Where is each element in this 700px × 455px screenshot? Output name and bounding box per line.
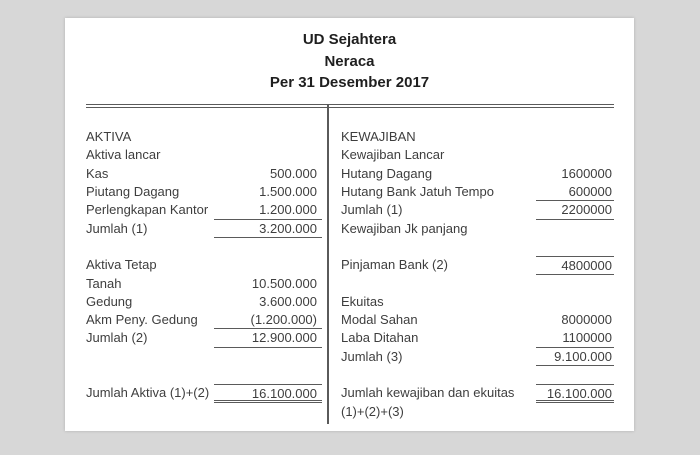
row-label: Aktiva Tetap xyxy=(86,257,157,273)
row-value xyxy=(214,256,322,274)
row-value xyxy=(214,403,322,421)
row-value xyxy=(536,128,614,146)
row-value: 9.100.000 xyxy=(536,348,614,366)
row-label: Jumlah (2) xyxy=(86,330,148,346)
row-label: KEWAJIBAN xyxy=(341,129,416,144)
row-value: 1100000 xyxy=(536,329,614,347)
statement-row xyxy=(341,403,614,421)
report-header xyxy=(65,29,634,94)
statement-row xyxy=(341,220,614,238)
row-value: (1.200.000) xyxy=(214,311,322,329)
kewajiban-column xyxy=(341,128,614,421)
row-label: Perlengkapan Kantor xyxy=(86,202,209,218)
row-label: Aktiva lancar xyxy=(86,147,161,163)
balance-sheet-page xyxy=(65,18,634,431)
row-value xyxy=(536,366,614,384)
row-value xyxy=(214,366,322,384)
statement-row xyxy=(341,183,614,201)
row-value: 2200000 xyxy=(536,201,614,219)
statement-row xyxy=(86,256,322,274)
report-period: Per 31 Desember 2017 xyxy=(269,74,430,91)
row-label: Jumlah kewajiban dan ekuitas xyxy=(341,385,515,401)
row-label xyxy=(86,366,214,384)
row-value xyxy=(536,275,614,293)
row-label xyxy=(341,238,536,256)
row-label: Hutang Dagang xyxy=(341,165,433,181)
row-value xyxy=(214,128,322,146)
row-value: 1600000 xyxy=(561,165,612,181)
row-label: Laba Ditahan xyxy=(341,330,419,346)
row-label xyxy=(341,366,536,384)
row-label: Kewajiban Lancar xyxy=(341,147,445,163)
row-value: 16.100.000 xyxy=(536,384,614,402)
row-value: 1.200.000 xyxy=(214,201,322,219)
statement-row xyxy=(341,165,614,183)
row-value xyxy=(536,403,614,421)
statement-row xyxy=(86,329,322,347)
statement-row xyxy=(86,403,322,421)
statement-row xyxy=(86,384,322,402)
statement-row xyxy=(341,128,614,146)
row-label: Piutang Dagang xyxy=(86,183,180,199)
statement-row xyxy=(86,220,322,238)
column-divider xyxy=(327,104,329,424)
row-value xyxy=(214,146,322,164)
row-label: Jumlah (3) xyxy=(341,348,403,364)
statement-row xyxy=(86,238,322,256)
row-value: 16.100.000 xyxy=(214,384,322,402)
header-double-rule xyxy=(86,104,614,108)
row-value: 3.200.000 xyxy=(214,220,322,238)
row-value xyxy=(536,238,614,256)
row-label xyxy=(86,403,214,421)
statement-row xyxy=(86,201,322,219)
statement-row xyxy=(341,275,614,293)
statement-row xyxy=(86,275,322,293)
row-label xyxy=(341,275,536,293)
row-value: 8000000 xyxy=(561,312,612,328)
statement-row xyxy=(341,384,614,402)
row-label xyxy=(86,238,214,256)
statement-row xyxy=(86,348,322,366)
row-label xyxy=(86,348,214,366)
row-value: 1.500.000 xyxy=(259,183,317,199)
row-label: Kas xyxy=(86,165,109,181)
statement-row xyxy=(341,366,614,384)
statement-row xyxy=(86,146,322,164)
row-value: 500.000 xyxy=(270,165,317,181)
row-value xyxy=(214,238,322,256)
row-value xyxy=(536,220,614,238)
company-name: UD Sejahtera xyxy=(302,31,397,48)
row-label: AKTIVA xyxy=(86,129,132,144)
statement-row xyxy=(86,311,322,329)
statement-row xyxy=(341,256,614,274)
row-label: Gedung xyxy=(86,293,133,309)
row-label: (1)+(2)+(3) xyxy=(341,403,404,419)
row-label: Jumlah Aktiva (1)+(2) xyxy=(86,385,210,401)
row-value xyxy=(536,146,614,164)
statement-row xyxy=(86,366,322,384)
statement-row xyxy=(341,201,614,219)
statement-row xyxy=(86,165,322,183)
row-label: Tanah xyxy=(86,275,122,291)
row-value: 3.600.000 xyxy=(259,293,317,309)
statement-row xyxy=(341,293,614,311)
aktiva-column xyxy=(86,128,322,421)
statement-row xyxy=(341,238,614,256)
statement-row xyxy=(86,128,322,146)
statement-row xyxy=(341,329,614,347)
row-label: Modal Sahan xyxy=(341,312,418,328)
statement-row xyxy=(341,348,614,366)
report-title: Neraca xyxy=(324,52,375,70)
row-label: Jumlah (1) xyxy=(341,202,403,218)
row-label: Kewajiban Jk panjang xyxy=(341,220,468,236)
row-value: 4800000 xyxy=(536,256,614,274)
row-value xyxy=(214,348,322,366)
statement-row xyxy=(86,183,322,201)
row-label: Akm Peny. Gedung xyxy=(86,312,198,328)
statement-row xyxy=(341,146,614,164)
row-value: 10.500.000 xyxy=(251,275,317,291)
row-label: Hutang Bank Jatuh Tempo xyxy=(341,183,494,199)
row-value: 12.900.000 xyxy=(214,329,322,347)
row-value xyxy=(536,293,614,311)
statement-row xyxy=(86,293,322,311)
statement-row xyxy=(341,311,614,329)
row-label: Jumlah (1) xyxy=(86,220,148,236)
row-label: Pinjaman Bank (2) xyxy=(341,257,448,273)
row-value: 600000 xyxy=(536,183,614,201)
row-label: Ekuitas xyxy=(341,293,384,309)
